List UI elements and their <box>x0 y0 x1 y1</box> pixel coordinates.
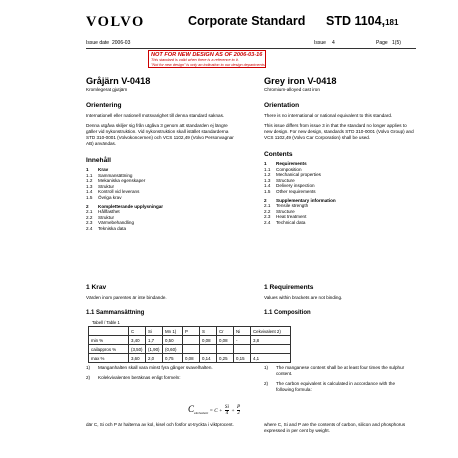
toc-num: 1.4 <box>86 189 93 195</box>
toc-label: Tensile strength <box>276 203 309 209</box>
formula-num: P <box>237 404 241 411</box>
toc-num: 2.4 <box>86 225 93 231</box>
toc-num: 1 <box>264 161 267 166</box>
footnote-text: Kolekvivalenten beräknas enligt formeln: <box>98 375 181 380</box>
table-cell: 3,60 <box>129 354 146 363</box>
toc-label: Kontroll vid leverans <box>98 189 140 195</box>
table-header-cell: Si <box>146 327 163 336</box>
formula-explanation-en: where C, Si and P are the contents of carbon, silicon and phosphorus expressed in per cent by weight. <box>264 422 406 433</box>
issue-number: 4 <box>332 40 335 46</box>
toc-label: Other requirements <box>276 188 316 194</box>
header-rule <box>86 48 416 49</box>
table-cell <box>234 345 251 354</box>
composition-heading-en: 1.1 Composition <box>264 310 311 316</box>
table-cell: 3,8 <box>251 336 291 345</box>
toc-num: 2.4 <box>264 219 271 225</box>
toc-label: Kompletterande upplysningar <box>98 203 164 209</box>
formula-den: 2 <box>237 410 240 417</box>
toc-label: Tekniska data <box>98 225 127 231</box>
document-type: Corporate Standard <box>188 14 306 28</box>
toc-label: Composition <box>276 166 302 172</box>
table-row <box>89 354 291 363</box>
orientation-p2-en: This issue differs from issue 3 in that the standard no longer applies to new design. For new design, standards STD 310-0001 (Volvo Group) and VCS 1102,49 (Volvo Car Corporation) shall be used. <box>264 123 414 140</box>
table-header-cell <box>89 327 129 336</box>
toc-label: Mekaniska egenskaper <box>98 178 146 184</box>
table-caption: Tabell / Table 1 <box>92 320 120 325</box>
formula-den: 4 <box>225 410 229 417</box>
toc-num: 1.3 <box>86 183 93 189</box>
toc-num: 1.5 <box>86 194 93 200</box>
subtitle-en: Chromium-alloyed cast iron <box>264 87 320 92</box>
orientation-p2-sv: Denna utgåva skiljer sig från utgåva 3 genom att standarden ej längre gäller vid nykonstruktion. Vid nykonstruktion skall istället standarderna STD 310-0001 (Volvokoncernen) och VCS 1102,49 (Volvo Personvagnar AB) användas. <box>86 123 234 146</box>
table-cell: 0,08 <box>183 354 200 363</box>
table-cell: 0,08 <box>200 336 217 345</box>
table-cell <box>183 345 200 354</box>
table-cell: - <box>234 336 251 345</box>
toc-num: 1.4 <box>264 183 271 189</box>
toc-label: Structure <box>276 177 295 183</box>
table-cell: max % <box>89 354 129 363</box>
formula-explanation-sv: där C, Si och P är halterna av kol, kisel och fosfor ut-tryckta i viktprocent. <box>86 422 234 427</box>
composition-table <box>88 326 291 363</box>
toc-item <box>264 189 414 195</box>
table-cell: min % <box>89 336 129 345</box>
formula-eq: = C + <box>209 408 223 414</box>
footnote-num: 2) <box>86 375 91 380</box>
table-header-cell: P <box>183 327 200 336</box>
table-cell: 0,08 <box>217 336 234 345</box>
orientation-p1-en: There is no international or national equivalent to this standard. <box>264 113 393 118</box>
table-cell: 2,0 <box>146 354 163 363</box>
toc-num: 2.2 <box>264 208 271 214</box>
issue-date-label: Issue date <box>86 40 110 46</box>
table-cell: (3,50) <box>129 345 146 354</box>
page-number: 1(5) <box>392 40 401 46</box>
toc-label: Hållfasthet <box>98 209 120 215</box>
table-row <box>89 336 291 345</box>
requirements-heading-sv: 1 Krav <box>86 284 107 291</box>
brand-logo: VOLVO <box>86 14 145 30</box>
footnotes-en <box>264 365 414 397</box>
composition-heading-sv: 1.1 Sammansättning <box>86 310 145 316</box>
standard-number-main: STD 1104, <box>326 14 386 28</box>
footnote-num: 2) <box>264 381 269 386</box>
table-cell: 1,7 <box>146 336 163 345</box>
footnotes-sv <box>86 365 236 385</box>
notice-title: NOT FOR NEW DESIGN AS OF 2006-03-16 <box>151 52 263 58</box>
table-cell: (0,60) <box>163 345 183 354</box>
table-cell: cailappros % <box>89 345 129 354</box>
table-cell: 3,40 <box>129 336 146 345</box>
table-cell <box>183 336 200 345</box>
table-cell: 4,1 <box>251 354 291 363</box>
table-header-cell: S <box>200 327 217 336</box>
toc-num: 2.3 <box>86 220 93 226</box>
table-header-cell: Cr <box>217 327 234 336</box>
page-label: Page <box>376 40 388 46</box>
orientation-p1-sv: Internationell eller nationell motsvarighet till denna standard saknas. <box>86 113 225 118</box>
formula-plus: + <box>231 408 235 414</box>
requirements-note-sv: Värden inom parentes är inte bindande. <box>86 295 167 300</box>
footnote <box>264 381 414 393</box>
toc-label: Värmebehandling <box>98 220 135 226</box>
toc-num: 2.1 <box>264 203 271 209</box>
issue-date: 2006-03 <box>112 40 131 46</box>
formula-num: Si <box>224 404 229 411</box>
toc-num: 1.2 <box>264 172 271 178</box>
toc-item <box>86 195 236 201</box>
table-header-cell: Cekvivalent 2) <box>251 327 291 336</box>
toc-num: 1 <box>86 167 89 172</box>
formula-lhs-sub: ekvivalent <box>194 411 209 416</box>
toc-label: Övriga krav <box>98 194 122 200</box>
toc-num: 2 <box>86 203 89 209</box>
toc-label: Struktur <box>98 214 115 220</box>
toc-num: 2.2 <box>86 214 93 220</box>
contents-list-en <box>264 161 414 226</box>
footnote-num: 1) <box>86 365 91 370</box>
table-cell: 0,14 <box>200 354 217 363</box>
toc-num: 1.5 <box>264 188 271 194</box>
table-header-cell: C <box>129 327 146 336</box>
formula-lhs: C <box>188 404 195 414</box>
orientation-heading-sv: Orientering <box>86 102 122 109</box>
toc-item <box>86 226 236 232</box>
table-cell <box>251 345 291 354</box>
toc-num: 1.1 <box>86 172 93 178</box>
notice-line-2: "Not for new design" is only an indication to our design departments. <box>151 62 266 67</box>
toc-num: 1.1 <box>264 166 271 172</box>
footnote <box>86 375 236 381</box>
toc-label: Technical data <box>276 219 306 225</box>
footnote <box>264 365 414 377</box>
contents-list-sv <box>86 167 236 232</box>
toc-num: 2.1 <box>86 209 93 215</box>
title-en: Grey iron V-0418 <box>264 76 337 86</box>
issue-label: Issue <box>314 40 326 46</box>
standard-number-suffix: 181 <box>385 18 399 27</box>
requirements-note-en: Values within brackets are not binding. <box>264 295 343 300</box>
subtitle-sv: Kromlegerat gjutjärn <box>86 87 128 92</box>
table-cell: 0,25 <box>217 354 234 363</box>
toc-item <box>264 220 414 226</box>
toc-label: Mechanical properties <box>276 172 321 178</box>
footnote-text: Manganhalten skall vara minst fyra gånger svavelhalten. <box>98 365 213 370</box>
formula-fraction <box>225 405 229 416</box>
table-cell <box>217 345 234 354</box>
title-sv: Gråjärn V-0418 <box>86 76 151 86</box>
formula-fraction <box>237 405 240 416</box>
standard-number <box>326 14 398 28</box>
table-header-row <box>89 327 291 336</box>
toc-label: Structure <box>276 208 295 214</box>
requirements-heading-en: 1 Requirements <box>264 284 314 291</box>
contents-heading-sv: Innehåll <box>86 157 111 164</box>
toc-label: Supplementary information <box>276 197 336 203</box>
table-cell: 0,75 <box>163 354 183 363</box>
toc-label: Heat treatment <box>276 214 307 220</box>
contents-heading-en: Contents <box>264 151 293 158</box>
toc-label: Krav <box>98 167 109 172</box>
toc-label: Requirements <box>276 161 307 166</box>
footnote-num: 1) <box>264 365 269 370</box>
table-header-cell: Ni <box>234 327 251 336</box>
english-column <box>264 76 414 226</box>
footnote <box>86 365 236 371</box>
toc-label: Sammansättning <box>98 172 133 178</box>
swedish-column <box>86 76 236 232</box>
footnote-text: The carbon equivalent is calculated in accordance with the following formula: <box>276 381 395 392</box>
toc-num: 1.2 <box>86 178 93 184</box>
toc-label: Struktur <box>98 183 115 189</box>
toc-label: Delivery inspection <box>276 183 315 189</box>
notice-line-1: This standard is valid when there is a reference to it. <box>151 58 239 62</box>
document-header <box>86 12 416 34</box>
table-cell: (1,90) <box>146 345 163 354</box>
table-cell <box>200 345 217 354</box>
carbon-equivalent-formula <box>188 404 241 416</box>
table-header-cell: Mn 1) <box>163 327 183 336</box>
footnote-text: The manganese content shall be at least four times the sulphur content. <box>276 365 405 376</box>
toc-num: 1.3 <box>264 177 271 183</box>
table-cell: 0,15 <box>234 354 251 363</box>
not-for-new-design-notice <box>148 50 266 68</box>
orientation-heading-en: Orientation <box>264 102 300 109</box>
table-row <box>89 345 291 354</box>
toc-num: 2.3 <box>264 214 271 220</box>
toc-num: 2 <box>264 197 267 203</box>
table-cell: 0,50 <box>163 336 183 345</box>
